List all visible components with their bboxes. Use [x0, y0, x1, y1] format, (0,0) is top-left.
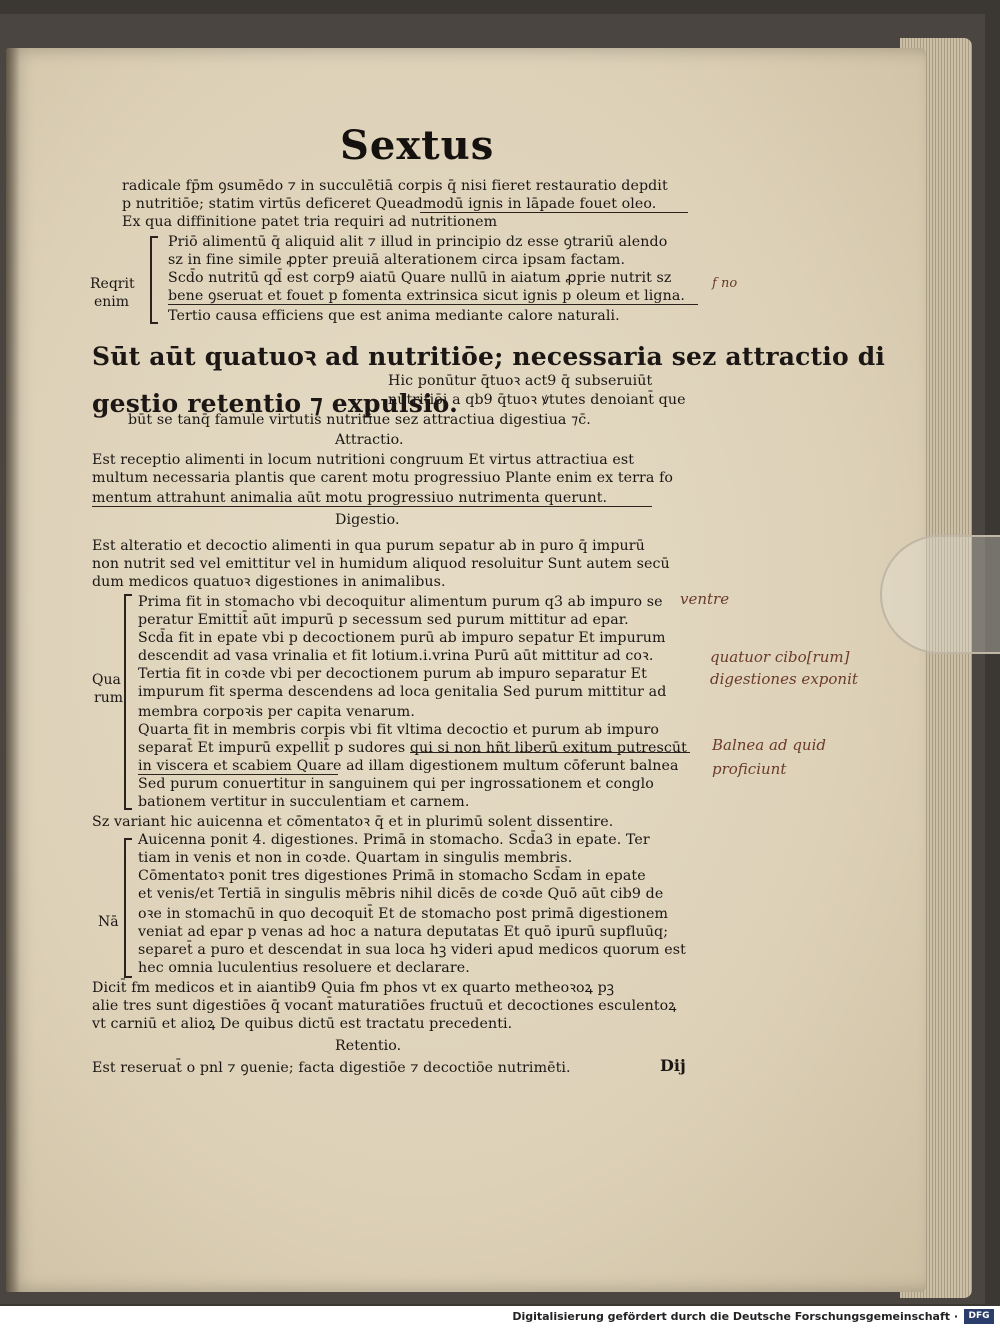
text-line: non nutrit sed vel emittitur vel in humidum aliquod resoluitur Sunt autem secū	[92, 556, 670, 572]
page-heading: Sextus	[340, 122, 495, 169]
text-line: Sz variant hic auicenna et cōmentatoꝛ q̄ et in plurimū solent dissentire.	[92, 814, 614, 830]
text-line: tiam in venis et non in coꝛde. Quartam in singulis membris.	[138, 850, 573, 866]
text-line: Est alteratio et decoctio alimenti in qua purum sepatur ab in puro q̄ impurū	[92, 538, 645, 554]
text-line: Hic ponūtur q̄tuoꝛ act9 q̄ subseruiūt	[388, 373, 653, 389]
underline	[92, 506, 652, 507]
text-line: bationem vertitur in succulentiam et carnem.	[138, 794, 470, 810]
text-line: hec omnia luculentius resoluere et declarare.	[138, 960, 470, 976]
page-gutter	[6, 48, 20, 1292]
text-line: Est receptio alimenti in locum nutritioni congruum Et virtus attractiua est	[92, 452, 635, 468]
bracket	[150, 236, 152, 324]
side-label: enim	[94, 294, 130, 310]
text-line: Sed purum conuertitur in sanguinem qui per ingrossationem et conglo	[138, 776, 654, 792]
bracket	[124, 594, 126, 810]
text-line: radicale fp̄m ꝯsumēdo ⁊ in succulētiā corpis q̄ nisi fieret restauratio depdit	[122, 178, 668, 194]
text-line: oꝛe in stomachū in quo decoquit̄ Et de stomacho post primā digestionem	[138, 906, 669, 922]
subheading: Retentio.	[335, 1038, 402, 1054]
text-line: vt carniū et alioꝝ De quibus dictū est tractatu precedenti.	[92, 1016, 513, 1032]
text-line: et venis/et Tertiā in singulis mēbris nihil dicēs de coꝛde Quō aūt cib9 de	[138, 886, 664, 902]
text-line: descendit ad vasa vrinalia et fit lotium.i.vrina Purū aūt mittitur ad coꝛ.	[138, 648, 654, 664]
text-line: Priō alimentū q̄ aliquid alit ⁊ illud in principio dz esse ꝯtrariū alendo	[168, 234, 668, 250]
text-line: Quarta fit in membris corpis vbi fit vltima decoctio et purum ab impuro	[138, 722, 659, 738]
section-line: Sūt aūt quatuoꝛ ad nutritiōe; necessaria sez attractio di	[92, 342, 886, 371]
marginal-note: quatuor cibo[rum]	[710, 648, 850, 666]
side-label: rum	[94, 690, 123, 706]
text-line: sz in fine simile ꝓpter preuiā alterationem circa ipsam factam.	[168, 252, 626, 268]
text-line: Prima fit in stomacho vbi decoquitur alimentum purum q3 ab impuro se	[138, 594, 663, 610]
text-line: impurum fit sperma descendens ad loca genitalia Sed purum mittitur ad	[138, 684, 667, 700]
text-line: separat̄ Et impurū expellit̄ p sudores qui si non hñt liberū exitum putrescūt	[138, 740, 687, 756]
text-line: veniat ad epar p venas ad hoc a natura deputatas Et quō ipurū supfluūq;	[138, 924, 669, 940]
text-line: Scd̄o nutritū qd̄ est corp9 aiatū Quare nullū in aiatum ꝓprie nutrit sz	[168, 270, 672, 286]
section-line: gestio retentio ⁊ expulsio.	[92, 389, 459, 418]
subheading: Digestio.	[335, 512, 400, 528]
marginal-note: ventre	[680, 590, 730, 608]
side-label: Nā	[98, 914, 119, 930]
text-line: multum necessaria plantis que carent motu progressiuo Plante enim ex terra fo	[92, 470, 674, 486]
marginal-note: f no	[712, 276, 738, 291]
text-line: p nutritiōe; statim virtūs deficeret Queadmodū ignis in lāpade fouet oleo.	[122, 196, 657, 212]
side-label: Qua	[92, 672, 121, 688]
bracket	[124, 838, 126, 978]
text-line: peratur Emittit̄ aūt impurū p secessum sed purum mittitur ad epar.	[138, 612, 629, 628]
underline	[168, 304, 698, 305]
text-line: alie tres sunt digestiōes q̄ vocant̄ maturatiōes fructuū et decoctiones esculentoꝝ	[92, 998, 677, 1014]
dfg-logo: DFG	[964, 1309, 994, 1324]
text-line: Ex qua diffinitione patet tria requiri ad nutritionem	[122, 214, 498, 230]
catchword: Dij	[660, 1056, 686, 1075]
text-line: Tertio causa efficiens que est anima mediante calore naturali.	[168, 308, 620, 324]
text-line: separet̄ a puro et descendat in sua loca hꝫ videri apud medicos quorum est	[138, 942, 686, 958]
page-clip	[880, 535, 1000, 654]
underline	[420, 212, 688, 213]
marginal-note: Balnea ad quid	[712, 736, 826, 754]
side-label: Reqrit	[90, 276, 135, 292]
footer-credit: Digitalisierung gefördert durch die Deutsche Forschungsgemeinschaft ·	[512, 1310, 958, 1323]
text-line: mentum attrahunt animalia aūt motu progressiuo nutrimenta querunt.	[92, 490, 608, 506]
footer-bar	[0, 1306, 1000, 1328]
text-line: Auicenna ponit 4. digestiones. Primā in stomacho. Scd̄a3 in epate. Ter	[138, 832, 650, 848]
marginal-note: digestiones exponit	[710, 670, 858, 688]
text-line: nutritiōi a qb9 q̄tuoꝛ ꝟtutes denoiant̄ que	[388, 392, 686, 408]
text-line: in viscera et scabiem Quare ad illam digestionem multum cōferunt balnea	[138, 758, 679, 774]
text-line: bene ꝯseruat et fouet p fomenta extrinsica sicut ignis p oleum et ligna.	[168, 288, 686, 304]
text-line: Dicit̄ fm medicos et in aiantib9 Quia fm phos vt ex quarto metheoꝛoꝝ pꝫ	[92, 980, 615, 996]
marginal-note: proficiunt	[712, 760, 787, 778]
subheading: Attractio.	[335, 432, 404, 448]
text-line: dum medicos quatuoꝛ digestiones in animalibus.	[92, 574, 446, 590]
text-line: Cōmentatoꝛ ponit tres digestiones Primā in stomacho Scd̄am in epate	[138, 868, 646, 884]
underline	[410, 752, 690, 753]
text-line: būt se tanq̄ famule virtutis nutritiue sez attractiua digestiua ⁊c̄.	[128, 412, 591, 428]
text-line: Tertia fit in coꝛde vbi per decoctionem purum ab impuro separatur Et	[138, 666, 647, 682]
text-line: membra corpoꝛis per capita venarum.	[138, 704, 415, 720]
text-line: Est reseruat̄ o pnl ⁊ ꝯuenie; facta digestiōe ⁊ decoctiōe nutrimēti.	[92, 1060, 571, 1076]
text-line: Scd̄a fit in epate vbi p decoctionem purū ab impuro sepatur Et impurum	[138, 630, 666, 646]
underline	[138, 774, 338, 775]
